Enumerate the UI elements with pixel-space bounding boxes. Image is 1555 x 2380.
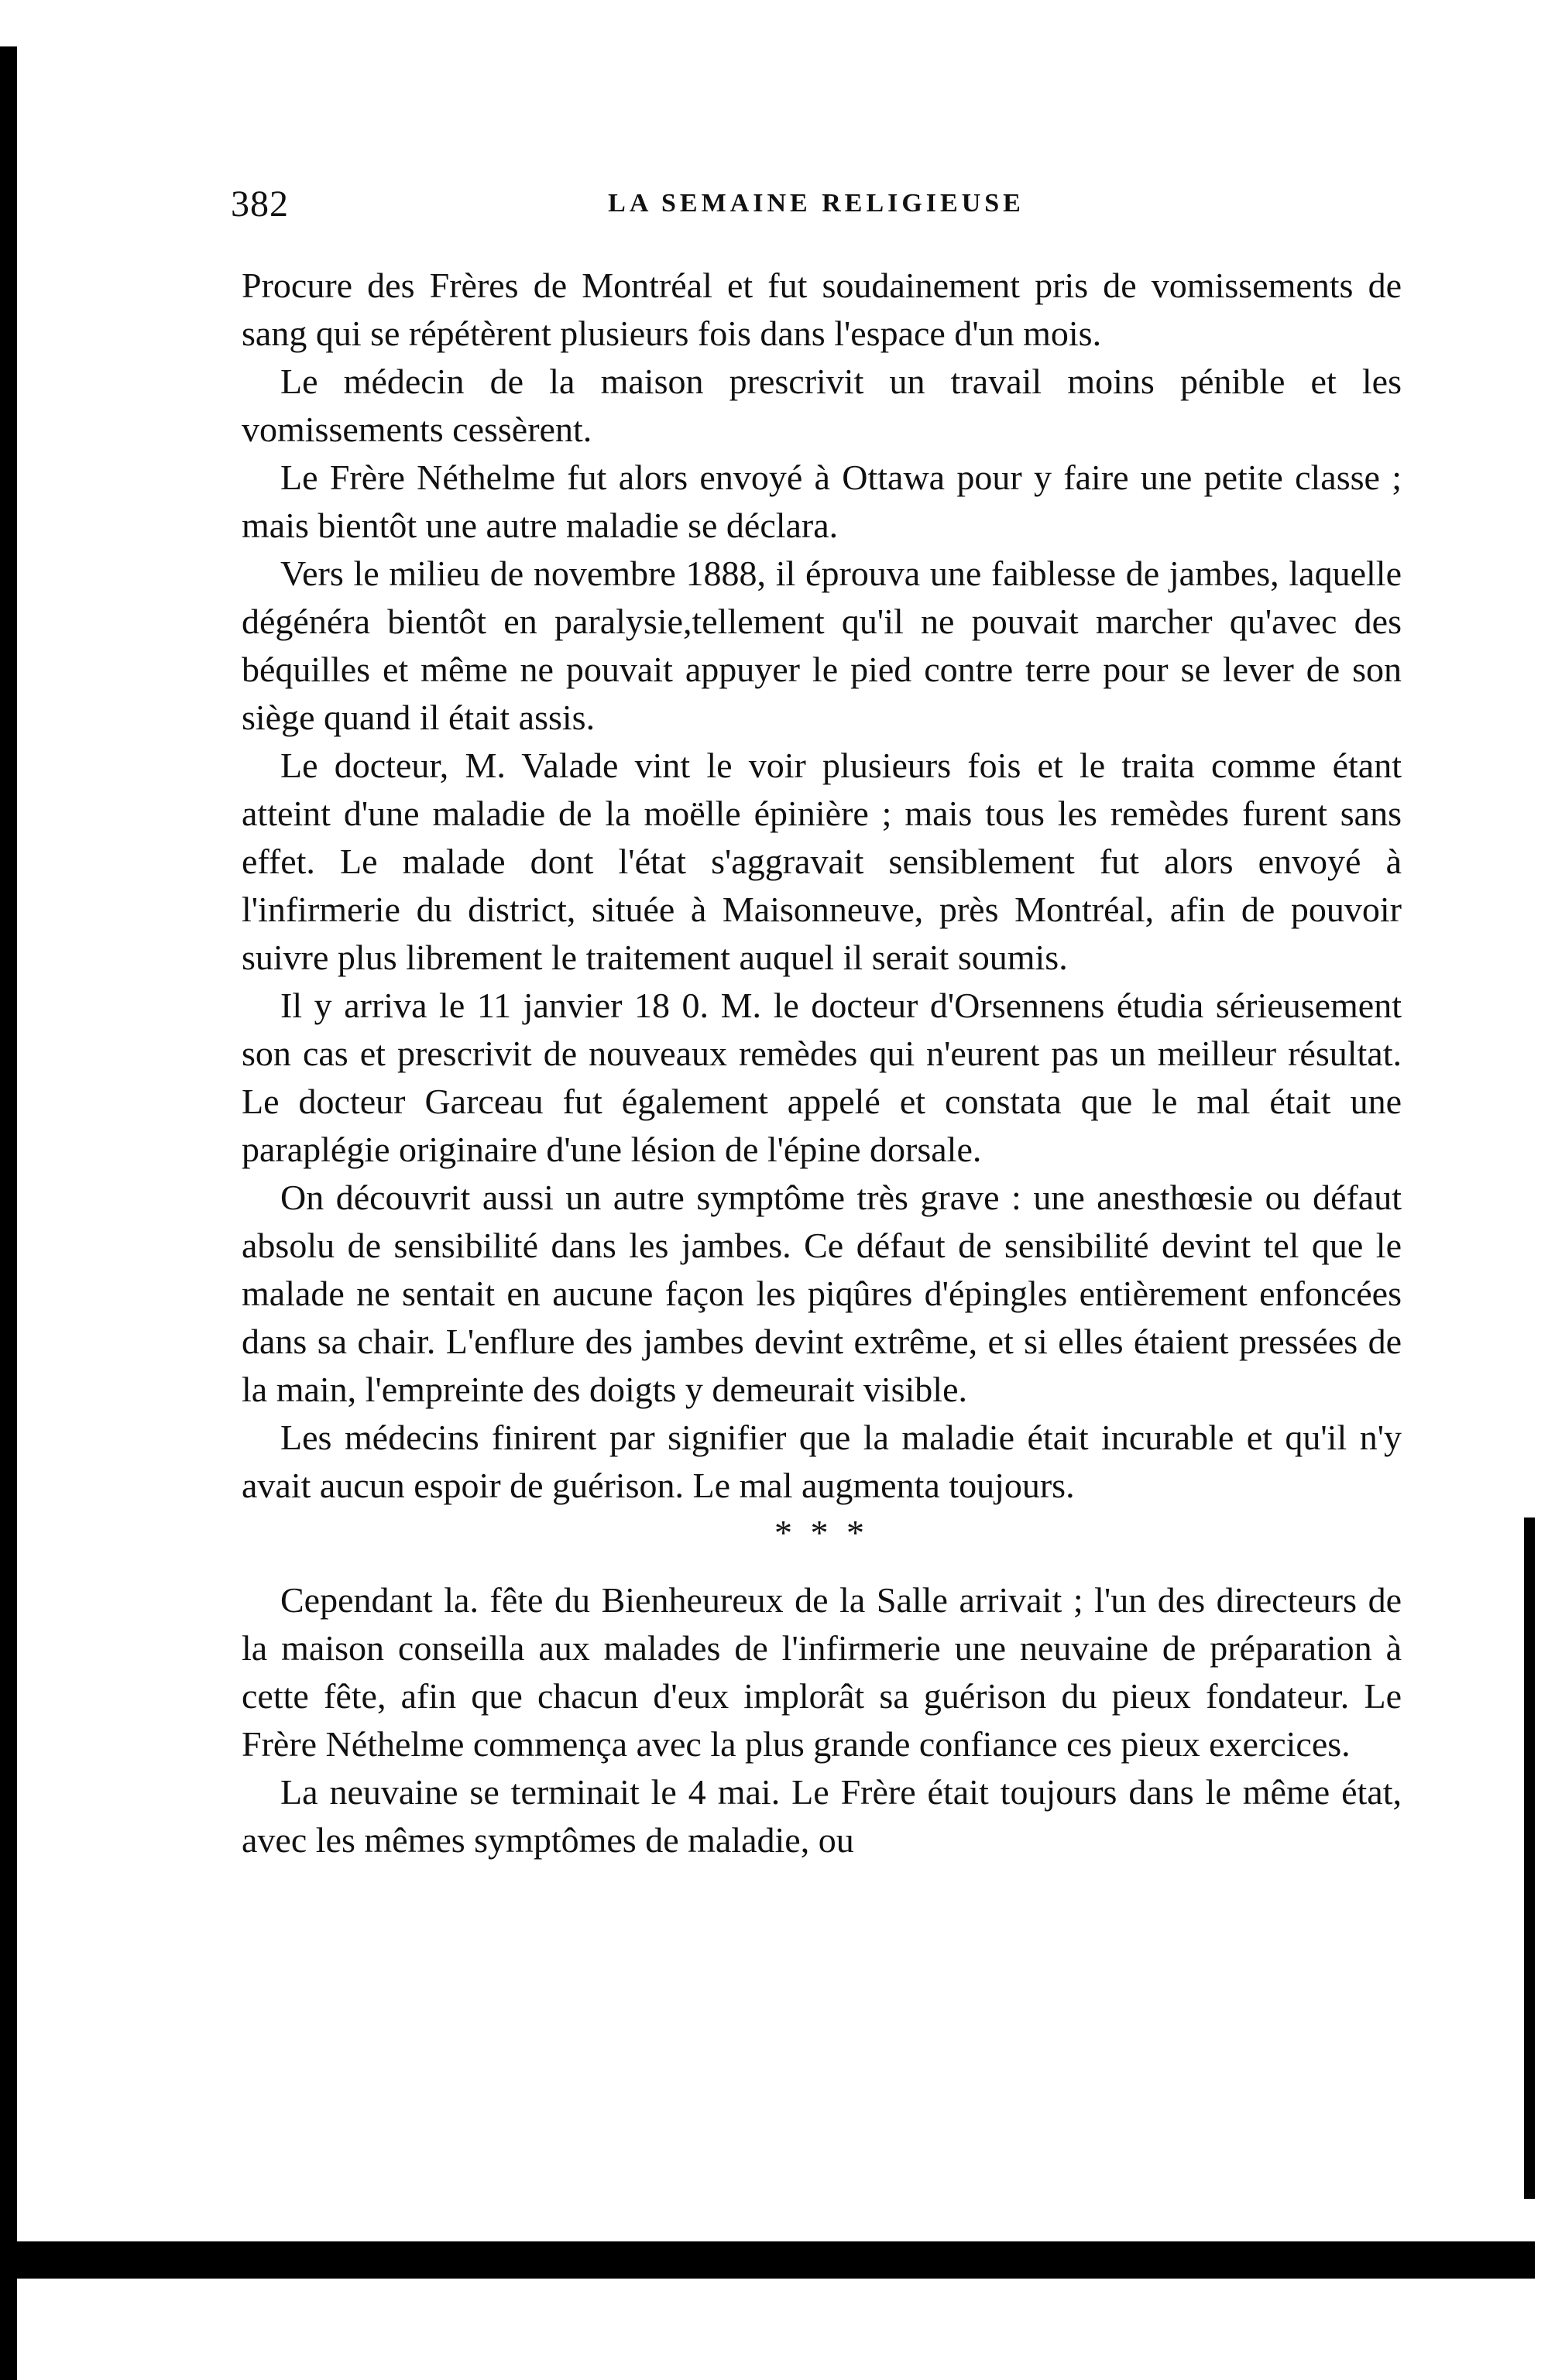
paragraph: Le Frère Néthelme fut alors envoyé à Ottawa pour y faire une petite classe ; mais bientôt une autre maladie se déclara. <box>242 458 1402 545</box>
paragraph: Vers le milieu de novembre 1888, il éprouva une faiblesse de jambes, laquelle dégénéra bientôt en paralysie,tellement qu'il ne pouvait marcher qu'avec des béquilles et même ne pouvait appuyer le pied contre terre pour se lever de son siège quand il était assis. <box>242 554 1402 737</box>
paragraph: Cependant la. fête du Bienheureux de la Salle arrivait ; l'un des directeurs de la maison conseilla aux malades de l'infirmerie une neuvaine de préparation à cette fête, afin que chacun d'eux implorât sa guérison du pieux fondateur. Le Frère Néthelme commença avec la plus grande confiance ces pieux exercices. <box>242 1580 1402 1764</box>
page-header <box>231 183 1402 229</box>
paragraph: Le médecin de la maison prescrivit un travail moins pénible et les vomissements cessèrent. <box>242 362 1402 449</box>
paragraph: La neuvaine se terminait le 4 mai. Le Frère était toujours dans le même état, avec les mêmes symptômes de maladie, ou <box>242 1772 1402 1860</box>
section-divider: * * * <box>774 1513 869 1552</box>
body-text <box>242 262 1402 1864</box>
paragraph: Le docteur, M. Valade vint le voir plusieurs fois et le traita comme étant atteint d'une maladie de la moëlle épinière ; mais tous les remèdes furent sans effet. Le malade dont l'état s'aggravait sensiblement fut alors envoyé à l'infirmerie du district, située à Maisonneuve, près Montréal, afin de pouvoir suivre plus librement le traitement auquel il serait soumis. <box>242 746 1402 977</box>
paragraph: Procure des Frères de Montréal et fut soudainement pris de vomissements de sang qui se répétèrent plusieurs fois dans l'espace d'un mois. <box>242 266 1402 353</box>
paragraph: Il y arriva le 11 janvier 18 0. M. le docteur d'Orsennens étudia sérieusement son cas et prescrivit de nouveaux remèdes qui n'eurent pas un meilleur résultat. Le docteur Garceau fut également appelé et constata que le mal était une paraplégie originaire d'une lésion de l'épine dorsale. <box>242 986 1402 1169</box>
page-number: 382 <box>231 183 289 225</box>
scan-border-bottom <box>0 2241 1535 2279</box>
paragraph: Les médecins finirent par signifier que la maladie était incurable et qu'il n'y avait aucun espoir de guérison. Le mal augmenta toujours. <box>242 1418 1402 1505</box>
running-head: LA SEMAINE RELIGIEUSE <box>608 189 1025 218</box>
paragraph: On découvrit aussi un autre symptôme très grave : une anesthœsie ou défaut absolu de sensibilité dans les jambes. Ce défaut de sensibilité devint tel que le malade ne sentait en aucune façon les piqûres d'épingles entièrement enfoncées dans sa chair. L'enflure des jambes devint extrême, et si elles étaient pressées de la main, l'empreinte des doigts y demeurait visible. <box>242 1178 1402 1409</box>
scan-border-right <box>1524 1518 1535 2199</box>
scan-border-left <box>0 46 17 2380</box>
